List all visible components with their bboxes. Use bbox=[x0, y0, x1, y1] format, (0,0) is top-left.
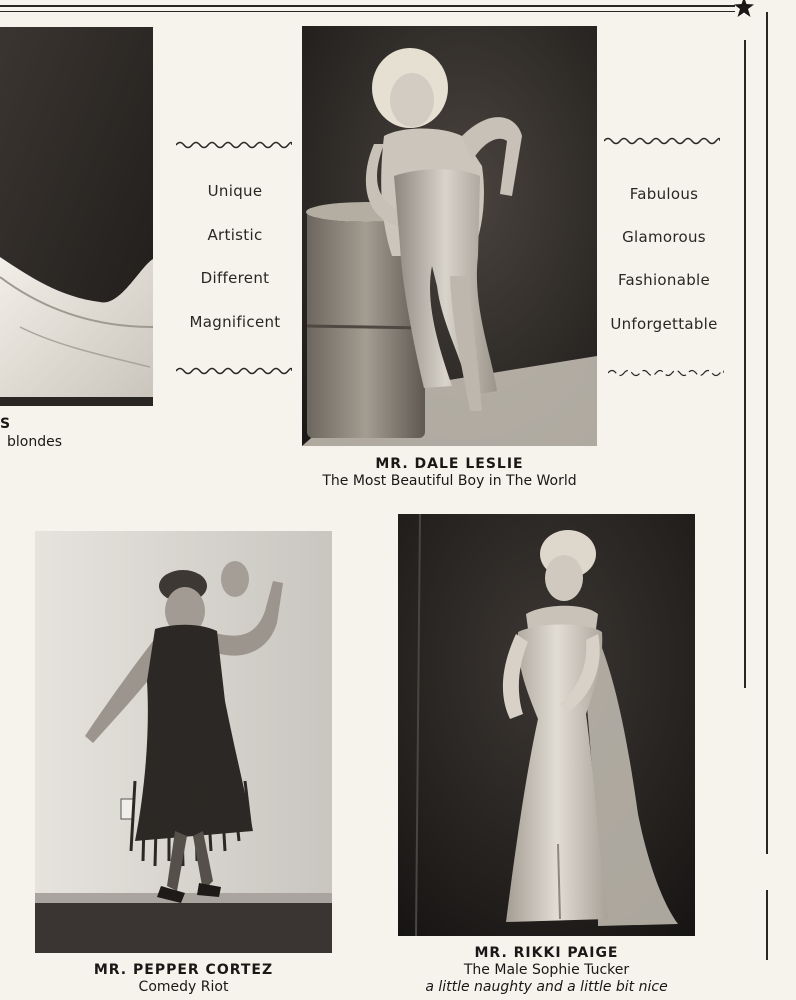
word-glamorous: Glamorous bbox=[622, 228, 706, 246]
photo-rikki-paige bbox=[398, 514, 695, 936]
caption-pepper-subtitle: Comedy Riot bbox=[138, 979, 229, 995]
photo-pepper-cortez bbox=[35, 531, 332, 953]
wavy-divider bbox=[176, 366, 292, 376]
word-unforgettable: Unforgettable bbox=[610, 315, 718, 333]
caption-dale-name: MR. DALE LESLIE bbox=[375, 456, 524, 472]
word-different: Different bbox=[200, 269, 270, 287]
word-magnificent: Magnificent bbox=[189, 313, 281, 331]
wavy-divider bbox=[176, 140, 292, 150]
right-rule-outer bbox=[744, 40, 746, 688]
word-fabulous: Fabulous bbox=[629, 185, 699, 203]
caption-rikki-subtitle: The Male Sophie Tucker bbox=[463, 962, 630, 978]
photo-left-partial bbox=[0, 27, 153, 406]
star-icon bbox=[733, 0, 755, 18]
caption-dale-subtitle: The Most Beautiful Boy in The World bbox=[322, 473, 577, 489]
top-rule-thin bbox=[0, 11, 735, 12]
top-rule bbox=[0, 5, 735, 7]
word-fashionable: Fashionable bbox=[617, 271, 711, 289]
photo-dale-leslie bbox=[302, 26, 597, 446]
right-rule-inner-lower bbox=[766, 890, 768, 960]
caption-rikki-name: MR. RIKKI PAIGE bbox=[474, 945, 619, 961]
word-unique: Unique bbox=[207, 182, 263, 200]
wavy-divider bbox=[604, 136, 720, 146]
caption-rikki-tagline: a little naughty and a little bit nice bbox=[425, 979, 668, 995]
right-rule-inner bbox=[766, 12, 768, 854]
word-artistic: Artistic bbox=[207, 226, 263, 244]
left-caption-subtitle-partial: blondes bbox=[7, 434, 63, 450]
left-caption-name-partial: S bbox=[0, 416, 12, 432]
caption-pepper-name: MR. PEPPER CORTEZ bbox=[93, 962, 274, 978]
wavy-divider bbox=[608, 368, 724, 378]
